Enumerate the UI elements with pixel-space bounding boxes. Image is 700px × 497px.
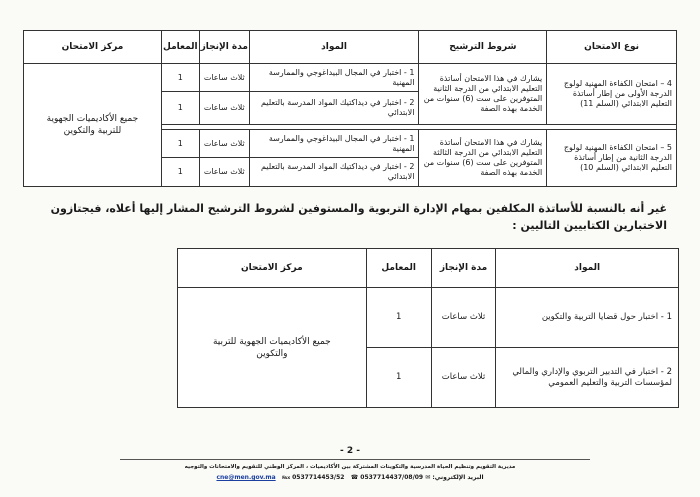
- footer-directorate: مديرية التقويم وتنظيم الحياة المدرسية والتكوينات المشتركة بين الأكاديميات ، المركز الوطني للتقويم والامتحانات والتوجيه: [184, 464, 516, 470]
- exam-type-cell: 4 – امتحان الكفاءة المهنية لولوج الدرجة الأولى من إطار أساتذة التعليم الابتدائي (السلم 11): [547, 64, 677, 125]
- header-subjects: المواد: [496, 249, 679, 288]
- duration-cell: ثلاث ساعات: [199, 64, 249, 92]
- header-duration: مدة الإنجاز: [431, 249, 496, 288]
- footer-divider: [120, 459, 590, 460]
- conditions-cell: يشارك في هذا الامتحان أساتذة التعليم الابتدائي من الدرجة الثانية المتوفرين على ست (6) سنوات من الخدمة بهذه الصفة: [419, 64, 547, 125]
- footer-phone: 0537714437/08/09: [360, 474, 424, 481]
- coefficient-cell: 1: [366, 288, 431, 348]
- duration-cell: ثلاث ساعات: [199, 92, 249, 125]
- coefficient-cell: 1: [161, 158, 199, 187]
- table1-header-row: [24, 31, 677, 64]
- subject-cell: 1 - اختبار في المجال البيداغوجي والممارسة المهنية: [249, 64, 419, 92]
- coefficient-cell: 1: [161, 130, 199, 158]
- coefficient-cell: 1: [161, 92, 199, 125]
- fax-icon: ℻: [281, 474, 291, 481]
- exam-type-cell: 5 – امتحان الكفاءة المهنية لولوج الدرجة الثانية من إطار أساتذة التعليم الابتدائي (السلم 10): [547, 130, 677, 187]
- phone-icon: ☎: [350, 474, 359, 481]
- footer-email-label: البريد الإلكتروني:: [432, 474, 484, 481]
- subject-cell: 2 - اختبار في ديداكتيك المواد المدرسة بالتعليم الابتدائي: [249, 158, 419, 187]
- note-paragraph: غير أنه بالنسبة للأساتذة المكلفين بمهام الإدارة التربوية والمستوفين لشروط الترشيح المشار إليها أعلاه، فيجتازون الاختبارين الكتابيين التاليين :: [50, 202, 667, 232]
- subject-cell: 2 - اختبار في ديداكتيك المواد المدرسة بالتعليم الابتدائي: [249, 92, 419, 125]
- table2-header-row: [178, 249, 679, 288]
- subject-cell: 2 - اختبار في التدبير التربوي والإداري والمالي لمؤسسات التربية والتعليم العمومي: [496, 348, 679, 408]
- header-coefficient: المعامل: [161, 31, 199, 64]
- duration-cell: ثلاث ساعات: [199, 158, 249, 187]
- mail-icon: ✉: [425, 474, 431, 481]
- subject-cell: 1 - اختبار حول قضايا التربية والتكوين: [496, 288, 679, 348]
- page-number: - 2 -: [340, 446, 360, 456]
- duration-cell: ثلاث ساعات: [199, 130, 249, 158]
- conditions-cell: يشارك في هذا الامتحان أساتذة التعليم الابتدائي من الدرجة الثالثة المتوفرين على ست (6) سنوات من الخدمة بهذه الصفة: [419, 130, 547, 187]
- duration-cell: ثلاث ساعات: [431, 288, 496, 348]
- exam-table-2: [177, 248, 679, 408]
- header-center: مركز الامتحان: [178, 249, 367, 288]
- header-exam-type: نوع الامتحان: [547, 31, 677, 64]
- center-cell: جميع الأكاديميات الجهوية للتربية والتكوين: [24, 64, 162, 187]
- coefficient-cell: 1: [161, 64, 199, 92]
- header-center: مركز الامتحان: [24, 31, 162, 64]
- table-row: [24, 64, 677, 92]
- header-subjects: المواد: [249, 31, 419, 64]
- header-conditions: شروط الترشيح: [419, 31, 547, 64]
- footer-contact: [150, 474, 550, 482]
- header-coefficient: المعامل: [366, 249, 431, 288]
- coefficient-cell: 1: [366, 348, 431, 408]
- duration-cell: ثلاث ساعات: [431, 348, 496, 408]
- exam-table-1: [23, 30, 677, 187]
- table-row: [178, 288, 679, 348]
- header-duration: مدة الإنجاز: [199, 31, 249, 64]
- subject-cell: 1 - اختبار في المجال البيداغوجي والممارسة المهنية: [249, 130, 419, 158]
- footer-fax: 0537714453/52: [292, 474, 345, 481]
- center-cell: جميع الأكاديميات الجهوية للتربية والتكوين: [178, 288, 367, 408]
- footer-email-link[interactable]: cne@men.gov.ma: [216, 474, 276, 481]
